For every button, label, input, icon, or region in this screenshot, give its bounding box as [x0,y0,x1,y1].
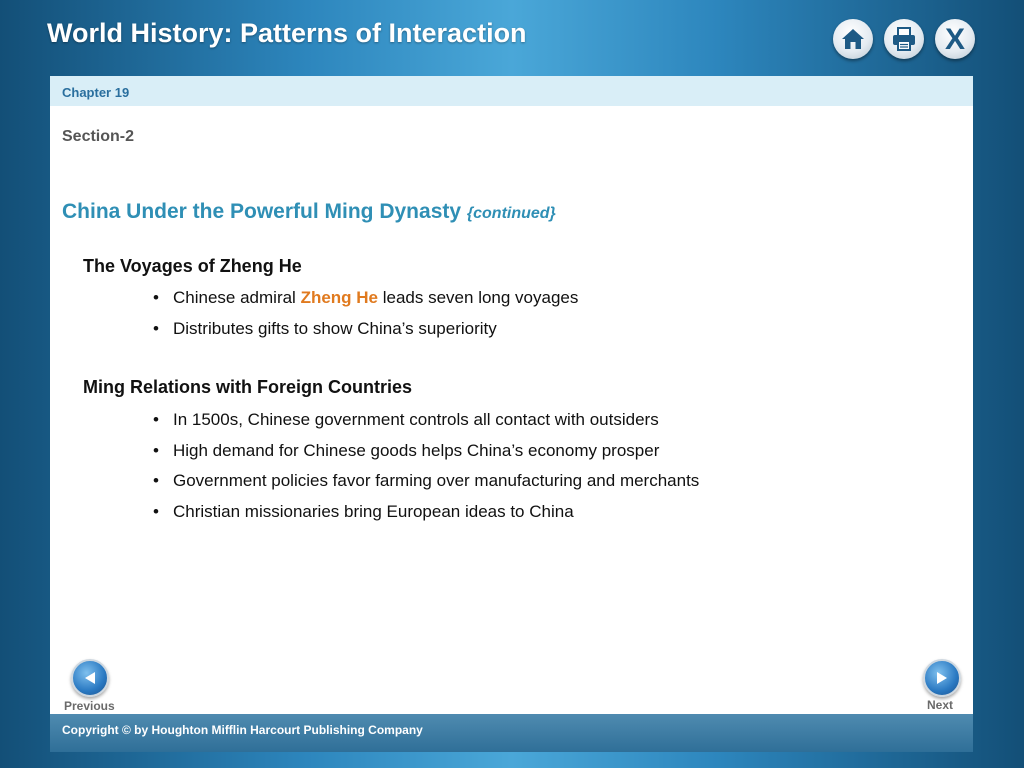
next-label[interactable]: Next [927,698,954,712]
list-item-text-after: leads seven long voyages [378,288,579,307]
list-item-text-before: Chinese admiral [173,288,301,307]
print-button[interactable] [884,19,924,59]
home-icon [840,27,866,51]
list-item: • Christian missionaries bring European ideas to China [153,502,574,521]
close-icon: X [944,22,965,56]
slide-title [62,200,556,224]
next-button[interactable] [923,659,961,697]
list-item: • Distributes gifts to show China’s superiority [153,319,497,338]
slide-panel [50,76,973,714]
chapter-label: Chapter 19 [62,85,130,100]
list-item-text: Government policies favor farming over manufacturing and merchants [173,471,700,490]
list-item: • In 1500s, Chinese government controls all contact with outsiders [153,410,659,429]
list-item-text: High demand for Chinese goods helps China’s economy prosper [173,441,660,460]
previous-label[interactable]: Previous [64,699,115,713]
home-button[interactable] [833,19,873,59]
list-item: • High demand for Chinese goods helps China’s economy prosper [153,441,660,460]
section-label: Section-2 [62,128,135,145]
list-item-text: In 1500s, Chinese government controls all contact with outsiders [173,410,659,429]
left-arrow-icon [82,670,98,686]
footer-bar [50,714,973,752]
list-item-text: Christian missionaries bring European ideas to China [173,502,574,521]
app-title: World History: Patterns of Interaction [47,18,527,48]
heading-voyages: The Voyages of Zheng He [83,256,302,276]
close-button[interactable] [935,19,975,59]
list-item: • Chinese admiral Zheng He leads seven long voyages [153,288,579,307]
slide-title-text: China Under the Powerful Ming Dynasty [62,200,462,223]
copyright-text: Copyright © by Houghton Mifflin Harcourt Publishing Company [62,723,423,737]
list-item: • Government policies favor farming over manufacturing and merchants [153,471,700,490]
heading-foreign-relations: Ming Relations with Foreign Countries [83,377,413,397]
previous-button[interactable] [71,659,109,697]
print-icon [891,26,917,52]
right-arrow-icon [934,670,950,686]
continued-label: {continued} [466,205,556,222]
chapter-bar [50,76,973,106]
highlight-term: Zheng He [300,288,379,307]
list-item-text: Distributes gifts to show China’s superiority [173,319,497,338]
